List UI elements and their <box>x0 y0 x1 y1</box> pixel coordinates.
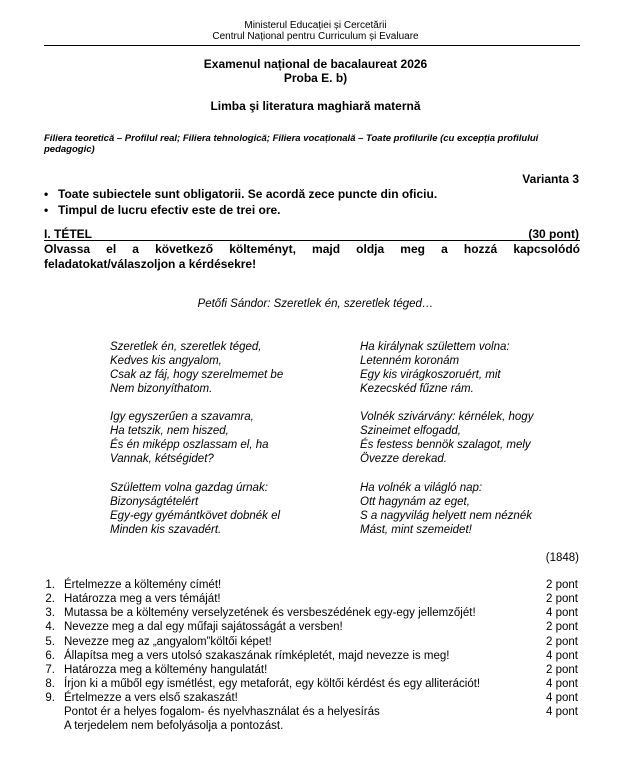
question-number: 5. <box>45 636 55 648</box>
rule-item <box>44 187 437 201</box>
poem-line: Kezecskéd fűzne rám. <box>360 383 474 395</box>
exam-subject: Limba şi literatura maghiară maternă <box>210 99 421 113</box>
question-number: 3. <box>45 607 55 619</box>
variant-label: Varianta 3 <box>522 172 579 186</box>
filiera-text: Filiera teoretică – Profilul real; Filiera tehnologică; Filiera vocațională – Toate profilurile (cu excepția profilului pedagogic) <box>44 133 539 155</box>
question-text: Határozza meg a vers témáját! <box>64 593 221 605</box>
section-points: (30 pont) <box>528 227 579 241</box>
poem-title: Petőfi Sándor: Szeretlek én, szeretlek téged… <box>197 298 434 310</box>
question-points: 4 pont <box>546 678 578 690</box>
poem-line: Egy-egy gyémántkövet dobnék el <box>110 510 281 522</box>
question-text: Határozza meg a költemény hangulatát! <box>64 664 268 676</box>
scoring-text: Pontot ér a helyes fogalom- és nyelvhasználat és a helyesírás <box>64 706 380 718</box>
poem-line: Születtem volna gazdag úrnak: <box>110 482 268 494</box>
poem-year: (1848) <box>545 552 579 564</box>
poem-line: Ha volnék a világló nap: <box>360 482 483 494</box>
question-text: Értelmezze a vers első szakaszát! <box>64 692 238 704</box>
poem-line: Nem bizonyíthatom. <box>110 383 213 395</box>
poem-line: Szeretlek én, szeretlek téged, <box>110 341 262 353</box>
section-rule <box>44 240 580 241</box>
question-text: Állapítsa meg a vers utolsó szakaszának rímképletét, majd nevezze is meg! <box>64 650 450 662</box>
question-number: 9. <box>45 692 55 704</box>
question-points: 4 pont <box>546 650 578 662</box>
question-text: Nevezze meg az „angyalom”költői képet! <box>64 636 272 648</box>
question-number: 7. <box>45 664 55 676</box>
exam-title: Examenul național de bacalaureat 2026 <box>203 57 428 71</box>
question-number: 2. <box>45 593 55 605</box>
center-name: Centrul Național pentru Curriculum și Evaluare <box>212 31 419 42</box>
poem-line: Minden kis szavadért. <box>110 524 222 536</box>
bullet-icon: • <box>44 187 49 201</box>
question-text: Értelmezze a költemény címét! <box>64 579 222 591</box>
section-label: I. TÉTEL <box>44 227 92 241</box>
question-text: Mutassa be a költemény verselyzetének és versbeszédének egy-egy jellemzőjét! <box>64 607 476 619</box>
poem-line: Ott hagynám az eget, <box>360 496 470 508</box>
poem-line: Övezze derekad. <box>360 453 447 465</box>
question-points: 2 pont <box>546 593 578 605</box>
exam-proba: Proba E. b) <box>283 71 348 85</box>
poem-line: Egy kis virágkoszoruért, mit <box>360 369 501 381</box>
question-number: 8. <box>45 678 55 690</box>
poem-line: Letenném koronám <box>360 355 460 367</box>
poem-line: Kedves kis angyalom, <box>110 355 222 367</box>
question-points: 2 pont <box>546 664 578 676</box>
poem-line: Szineimet elfogadd, <box>360 425 462 437</box>
poem-line: Volnék szivárvány: kérnélek, hogy <box>360 411 534 423</box>
question-points: 2 pont <box>546 636 578 648</box>
poem-line: Mást, mint szemeidet! <box>360 524 472 536</box>
poem-line: És én miképp oszlassam el, ha <box>110 439 269 451</box>
bullet-icon: • <box>44 203 49 217</box>
question-number: 1. <box>45 579 55 591</box>
question-number: 4. <box>45 621 55 633</box>
rule-text: Toate subiectele sunt obligatorii. Se acordă zece puncte din oficiu. <box>58 187 438 201</box>
ministry-name: Ministerul Educației și Cercetării <box>244 20 387 31</box>
scoring-points: 4 pont <box>546 706 578 718</box>
scoring-note: A terjedelem nem befolyásolja a pontozást. <box>64 720 284 732</box>
question-text: Írjon ki a műből egy ismétlést, egy metaforát, egy költői kérdést és egy alliterációt! <box>64 678 481 690</box>
question-text: Nevezze meg a dal egy műfaji sajátosságát a versben! <box>64 621 343 633</box>
poem-line: Csak az fáj, hogy szerelmemet be <box>110 369 284 381</box>
question-points: 2 pont <box>546 579 578 591</box>
question-points: 4 pont <box>546 607 578 619</box>
header-rule <box>44 45 580 46</box>
rule-item <box>44 203 281 217</box>
section-instruction: Olvassa el a következő költeményt, majd oldja meg a hozzá kapcsolódó feladatokat/válaszoljon a kérdésekre! <box>44 242 580 271</box>
poem-line: S a nagyvilág helyett nem néznék <box>360 510 532 522</box>
poem-line: Ha királynak születtem volna: <box>360 341 510 353</box>
poem-line: Bizonyságtételért <box>110 496 199 508</box>
question-points: 4 pont <box>546 692 578 704</box>
poem-line: Ha tetszik, nem hiszed, <box>110 425 229 437</box>
question-number: 6. <box>45 650 55 662</box>
poem-line: És festess bennök szalagot, mely <box>360 439 531 451</box>
rule-text: Timpul de lucru efectiv este de trei ore. <box>58 203 281 217</box>
question-points: 2 pont <box>546 621 578 633</box>
poem-line: Igy egyszerűen a szavamra, <box>110 411 254 423</box>
poem-line: Vannak, kétségidet? <box>110 453 214 465</box>
